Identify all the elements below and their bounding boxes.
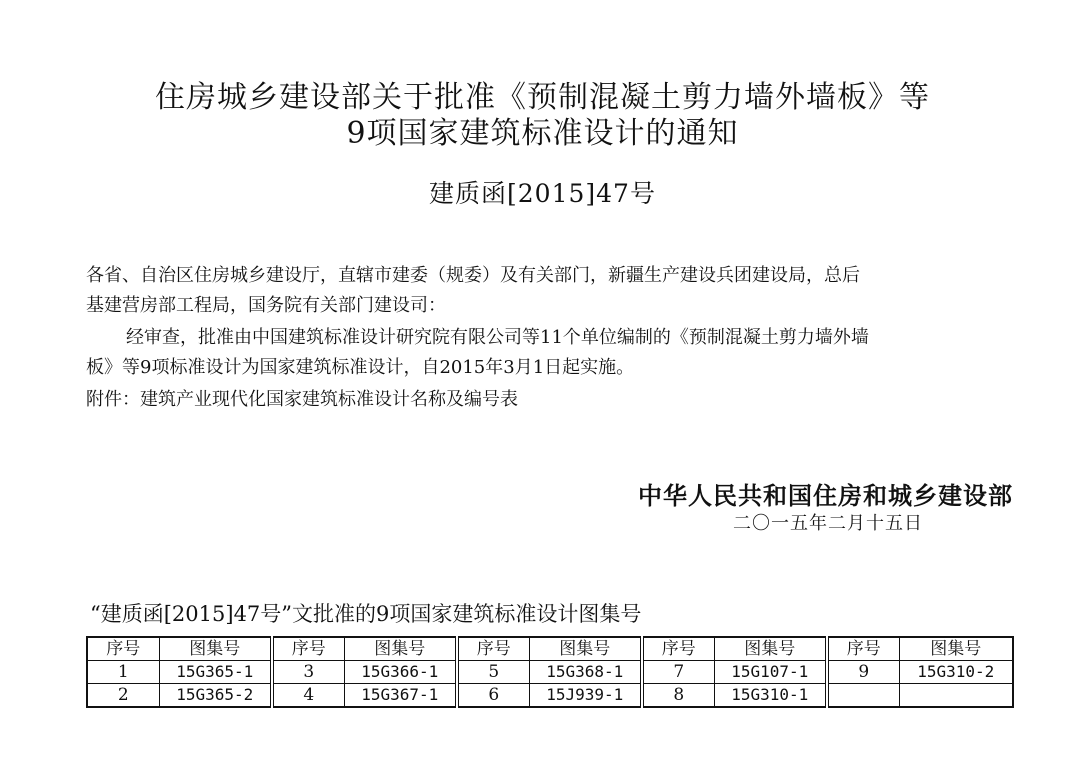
body-line-recipients-1: 各省、自治区住房城乡建设厅，直辖市建委（规委）及有关部门，新疆生产建设兵团建设局，总后 xyxy=(86,265,860,286)
catalog-table xyxy=(86,636,1014,708)
atlas-no-cell: 15G368-1 xyxy=(529,661,642,684)
atlas-no-cell: 15G366-1 xyxy=(344,661,457,684)
header-seq: 序号 xyxy=(87,637,159,661)
atlas-no-cell: 15G310-2 xyxy=(899,661,1013,684)
seq-cell: 5 xyxy=(457,661,529,684)
issue-date: 二〇一五年二月十五日 xyxy=(733,513,923,534)
seq-cell xyxy=(827,684,899,708)
atlas-no-cell: 15G107-1 xyxy=(714,661,827,684)
seq-cell: 1 xyxy=(87,661,159,684)
notice-title-line-1: 住房城乡建设部关于批准《预制混凝土剪力墙外墙板》等 xyxy=(155,80,930,115)
seq-cell: 2 xyxy=(87,684,159,708)
seq-cell: 3 xyxy=(272,661,344,684)
notice-title-line-2: 9项国家建筑标准设计的通知 xyxy=(346,116,739,151)
body-line-approval-1: 经审查，批准由中国建筑标准设计研究院有限公司等11个单位编制的《预制混凝土剪力墙外墙 xyxy=(126,327,869,348)
header-seq: 序号 xyxy=(827,637,899,661)
seq-cell: 9 xyxy=(827,661,899,684)
catalog-header-row xyxy=(87,637,1013,661)
table-row xyxy=(87,661,1013,684)
table-row xyxy=(87,684,1013,708)
body-line-attachment: 附件：建筑产业现代化国家建筑标准设计名称及编号表 xyxy=(86,389,518,410)
body-line-approval-2: 板》等9项标准设计为国家建筑标准设计，自2015年3月1日起实施。 xyxy=(86,357,635,378)
atlas-no-cell: 15G310-1 xyxy=(714,684,827,708)
catalog-table-title: “建质函[2015]47号”文批准的9项国家建筑标准设计图集号 xyxy=(90,602,642,626)
atlas-no-cell: 15J939-1 xyxy=(529,684,642,708)
atlas-no-cell: 15G367-1 xyxy=(344,684,457,708)
atlas-no-cell: 15G365-1 xyxy=(159,661,272,684)
body-line-recipients-2: 基建营房部工程局，国务院有关部门建设司： xyxy=(86,295,446,316)
header-seq: 序号 xyxy=(457,637,529,661)
seq-cell: 4 xyxy=(272,684,344,708)
seq-cell: 7 xyxy=(642,661,714,684)
header-seq: 序号 xyxy=(642,637,714,661)
header-seq: 序号 xyxy=(272,637,344,661)
document-number: 建质函[2015]47号 xyxy=(429,179,656,208)
header-atlas-no: 图集号 xyxy=(529,637,642,661)
header-atlas-no: 图集号 xyxy=(714,637,827,661)
header-atlas-no: 图集号 xyxy=(899,637,1013,661)
seq-cell: 8 xyxy=(642,684,714,708)
header-atlas-no: 图集号 xyxy=(159,637,272,661)
atlas-no-cell xyxy=(899,684,1013,708)
header-atlas-no: 图集号 xyxy=(344,637,457,661)
issuing-authority: 中华人民共和国住房和城乡建设部 xyxy=(638,482,1013,510)
atlas-no-cell: 15G365-2 xyxy=(159,684,272,708)
seq-cell: 6 xyxy=(457,684,529,708)
